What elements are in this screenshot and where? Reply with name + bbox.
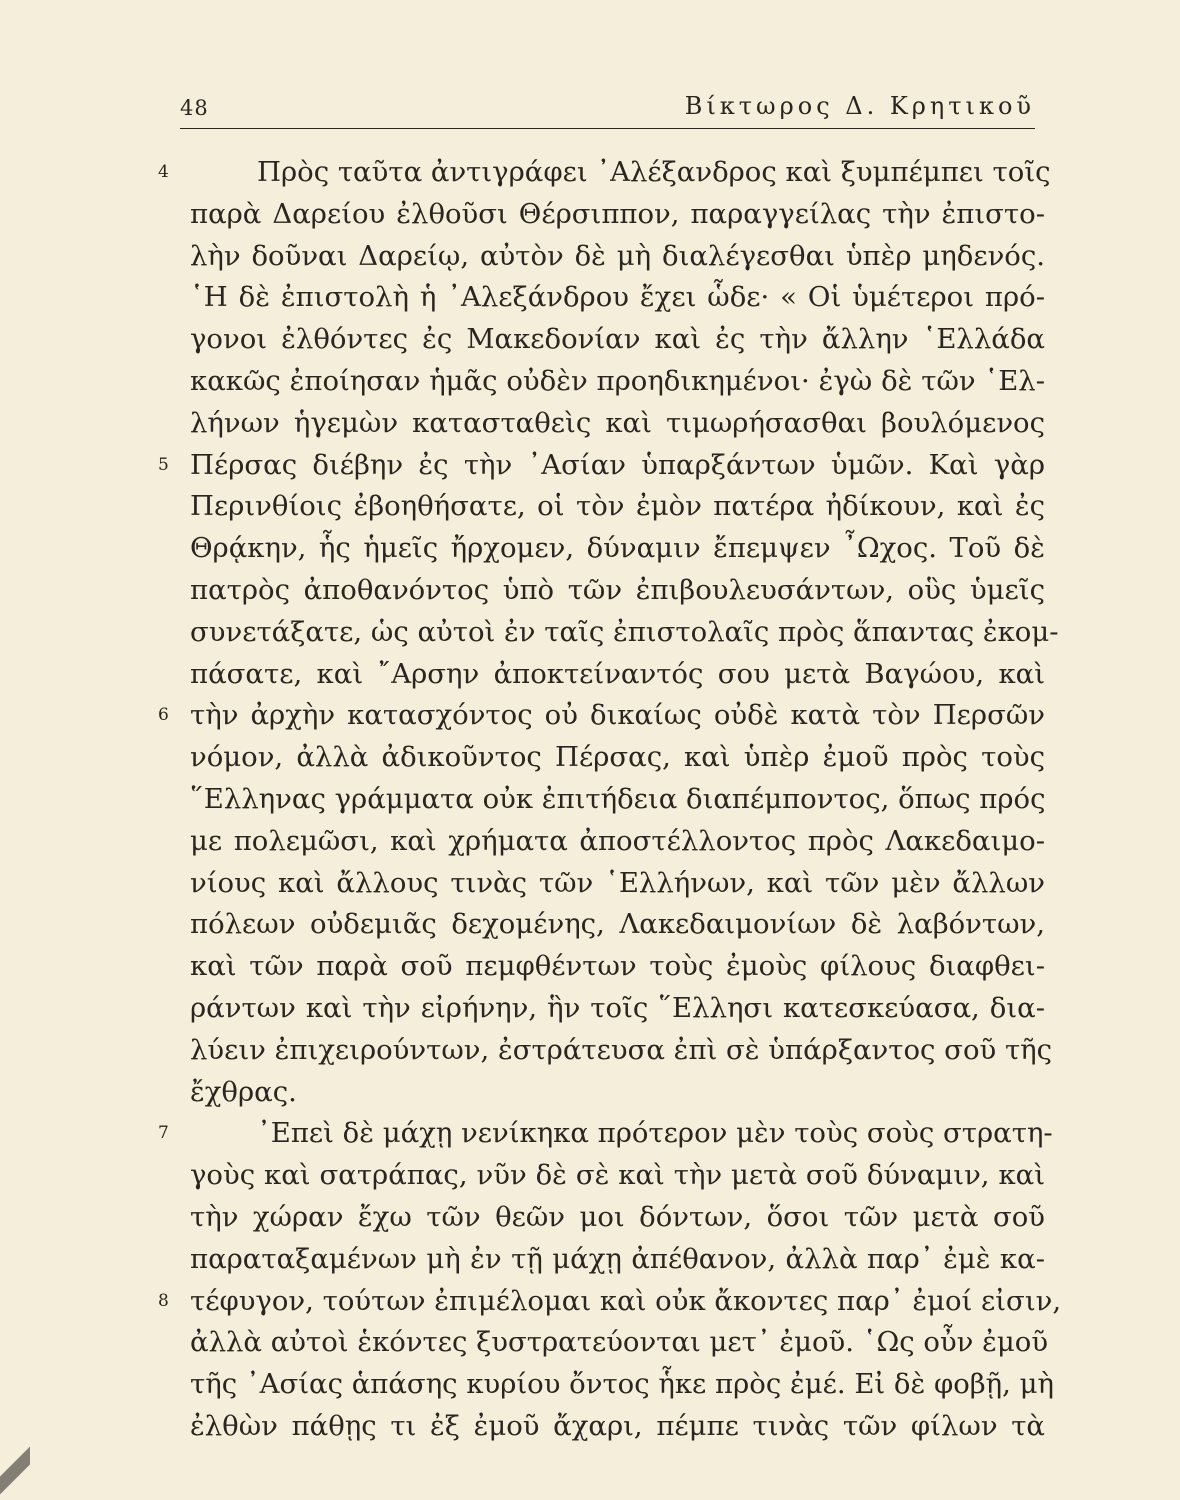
text-line xyxy=(0,946,1180,988)
text-line xyxy=(0,779,1180,821)
line-text: Περινθίοις ἐβοηθήσατε, οἱ τὸν ἐμὸν πατέρα ἠδίκουν, καὶ ἐς xyxy=(190,490,1045,523)
line-text: παρὰ Δαρείου ἐλθοῦσι Θέρσιππον, παραγγείλας τὴν ἐπιστο- xyxy=(190,197,1045,230)
page-corner-shadow xyxy=(0,1440,30,1500)
text-line xyxy=(0,1322,1180,1364)
text-line xyxy=(0,528,1180,570)
text-line xyxy=(0,570,1180,612)
line-text: κακῶς ἐποίησαν ἡμᾶς οὐδὲν προηδικημένοι· ἐγὼ δὲ τῶν ῾Ελ- xyxy=(190,364,1045,397)
header-rule xyxy=(180,128,1035,129)
line-text: συνετάξατε, ὡς αὐτοὶ ἐν ταῖς ἐπιστολαῖς πρὸς ἅπαντας ἐκομ- xyxy=(190,615,1059,648)
line-text: γοὺς καὶ σατράπας, νῦν δὲ σὲ καὶ τὴν μετὰ σοῦ δύναμιν, καὶ xyxy=(190,1159,1045,1192)
line-text: Πέρσας διέβην ἐς τὴν ᾿Ασίαν ὑπαρξάντων ὑμῶν. Καὶ γὰρ xyxy=(190,448,1045,481)
body-text xyxy=(0,152,1180,1448)
text-line xyxy=(0,1113,1180,1155)
line-text: γονοι ἐλθόντες ἐς Μακεδονίαν καὶ ἐς τὴν ἄλλην ῾Ελλάδα xyxy=(190,323,1045,356)
line-text: ράντων καὶ τὴν εἰρήνην, ἣν τοῖς ῞Ελλησι κατεσκεύασα, δια- xyxy=(190,991,1045,1024)
line-text: ᾿Επεὶ δὲ μάχῃ νενίκηκα πρότερον μὲν τοὺς σοὺς στρατη- xyxy=(257,1117,1053,1150)
section-number: 8 xyxy=(158,1290,169,1311)
line-text: ἀλλὰ αὐτοὶ ἑκόντες ξυστρατεύονται μετ᾿ ἐμοῦ. ῾Ως οὖν ἐμοῦ xyxy=(190,1326,1049,1359)
line-text: τὴν χώραν ἔχω τῶν θεῶν μοι δόντων, ὅσοι τῶν μετὰ σοῦ xyxy=(190,1200,1045,1233)
running-head: Βίκτωρος Δ. Κρητικοῦ xyxy=(684,92,1035,120)
text-line xyxy=(0,403,1180,445)
line-text: τέφυγον, τούτων ἐπιμέλομαι καὶ οὐκ ἄκοντες παρ᾿ ἐμοί εἰσιν, xyxy=(190,1284,1062,1317)
line-text: τῆς ᾿Ασίας ἁπάσης κυρίου ὄντος ἧκε πρὸς ἐμέ. Εἰ δὲ φοβῇ, μὴ xyxy=(190,1368,1054,1401)
text-line xyxy=(0,1030,1180,1072)
line-text: τὴν ἀρχὴν κατασχόντος οὐ δικαίως οὐδὲ κατὰ τὸν Περσῶν xyxy=(190,699,1045,732)
section-number: 7 xyxy=(158,1123,169,1144)
text-line xyxy=(0,1239,1180,1281)
line-text: Πρὸς ταῦτα ἀντιγράφει ᾿Αλέξανδρος καὶ ξυμπέμπει τοῖς xyxy=(257,156,1051,188)
text-line xyxy=(0,445,1180,487)
text-line xyxy=(0,821,1180,863)
line-text: νίους καὶ ἄλλους τινὰς τῶν ῾Ελλήνων, καὶ τῶν μὲν ἄλλων xyxy=(190,866,1045,899)
section-number: 4 xyxy=(158,162,169,182)
page-number: 48 xyxy=(180,96,209,120)
text-line xyxy=(0,988,1180,1030)
text-line xyxy=(0,1406,1180,1448)
line-text: νόμον, ἀλλὰ ἀδικοῦντος Πέρσας, καὶ ὑπὲρ ἐμοῦ πρὸς τοὺς xyxy=(190,741,1045,774)
line-text: πόλεων οὐδεμιᾶς δεχομένης, Λακεδαιμονίων δὲ λαβόντων, xyxy=(190,908,1045,941)
line-text: καὶ τῶν παρὰ σοῦ πεμφθέντων τοὺς ἐμοὺς φίλους διαφθει- xyxy=(190,950,1045,983)
text-line xyxy=(0,277,1180,319)
line-text: ῾Η δὲ ἐπιστολὴ ἡ ᾿Αλεξάνδρου ἔχει ὧδε· « Οἱ ὑμέτεροι πρό- xyxy=(190,281,1045,314)
text-line xyxy=(0,737,1180,779)
line-text: ἔχθρας. xyxy=(190,1075,297,1108)
line-text: ῞Ελληνας γράμματα οὐκ ἐπιτήδεια διαπέμποντος, ὅπως πρός xyxy=(190,782,1046,815)
text-line xyxy=(0,1364,1180,1406)
line-text: λήνων ἡγεμὼν κατασταθεὶς καὶ τιμωρήσασθαι βουλόμενος xyxy=(190,406,1045,439)
line-text: λύειν ἐπιχειρούντων, ἐστράτευσα ἐπὶ σὲ ὑπάρξαντος σοῦ τῆς xyxy=(190,1033,1053,1066)
line-text: Θρᾴκην, ἧς ἡμεῖς ἤρχομεν, δύναμιν ἔπεμψεν ῏Ωχος. Τοῦ δὲ xyxy=(190,532,1045,565)
line-text: παραταξαμένων μὴ ἐν τῇ μάχῃ ἀπέθανον, ἀλλὰ παρ᾿ ἐμὲ κα- xyxy=(190,1242,1045,1275)
text-line xyxy=(0,319,1180,361)
section-number: 6 xyxy=(158,705,169,726)
text-line xyxy=(0,612,1180,654)
text-line xyxy=(0,194,1180,236)
page-header xyxy=(180,92,1035,124)
text-line xyxy=(0,1281,1180,1323)
text-line xyxy=(0,1155,1180,1197)
text-line xyxy=(0,361,1180,403)
text-line xyxy=(0,236,1180,278)
section-number: 5 xyxy=(158,454,169,475)
line-text: με πολεμῶσι, καὶ χρήματα ἀποστέλλοντος πρὸς Λακεδαιμο- xyxy=(190,824,1045,857)
text-line xyxy=(0,863,1180,905)
text-line xyxy=(0,904,1180,946)
text-line xyxy=(0,695,1180,737)
line-text: πάσατε, καὶ ῎Αρσην ἀποκτείναντός σου μετὰ Βαγώου, καὶ xyxy=(190,657,1045,690)
line-text: ἐλθὼν πάθῃς τι ἐξ ἐμοῦ ἄχαρι, πέμπε τινὰς τῶν φίλων τὰ xyxy=(190,1409,1045,1442)
text-line xyxy=(0,1197,1180,1239)
text-line xyxy=(0,486,1180,528)
text-line xyxy=(0,1072,1180,1114)
text-line xyxy=(0,152,1180,194)
line-text: πατρὸς ἀποθανόντος ὑπὸ τῶν ἐπιβουλευσάντων, οὓς ὑμεῖς xyxy=(190,573,1045,606)
text-line xyxy=(0,654,1180,696)
line-text: λὴν δοῦναι Δαρείῳ, αὐτὸν δὲ μὴ διαλέγεσθαι ὑπὲρ μηδενός. xyxy=(190,239,1045,272)
